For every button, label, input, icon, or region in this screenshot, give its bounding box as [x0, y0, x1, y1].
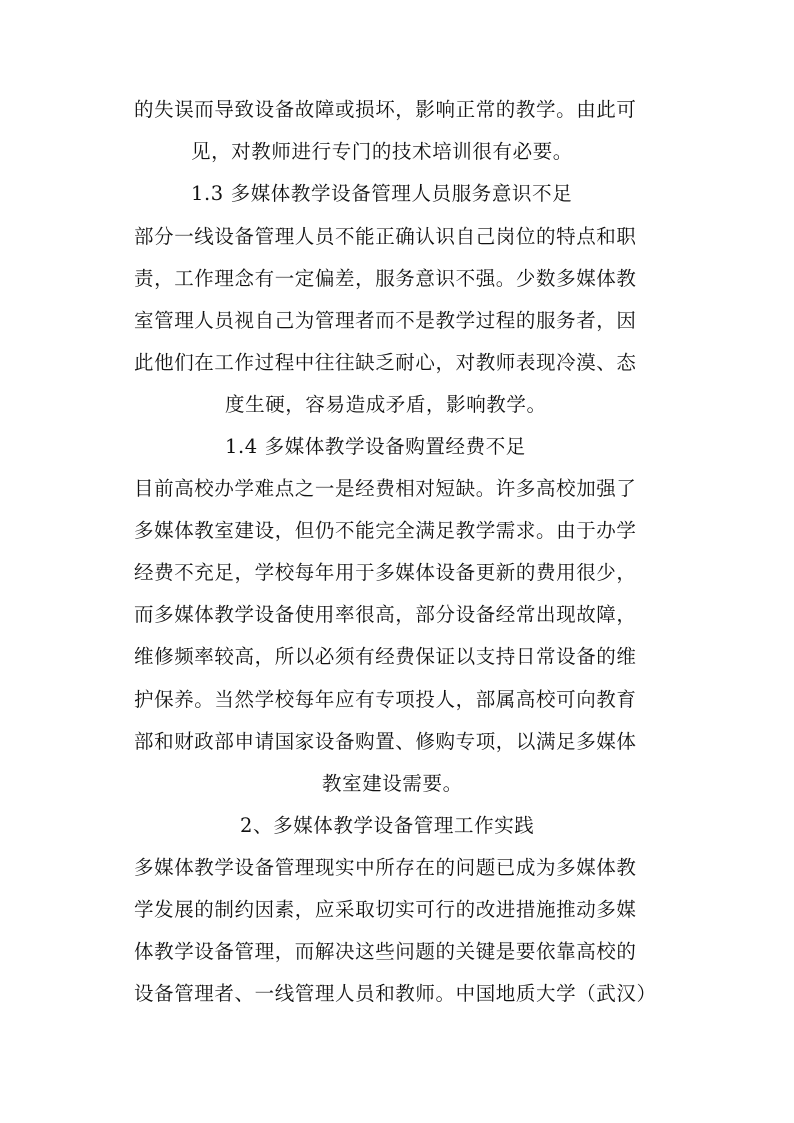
body-text-line: 维修频率较高，所以必须有经费保证以支持日常设备的维: [134, 645, 637, 668]
body-text-line: 部分一线设备管理人员不能正确认识自己岗位的特点和职: [134, 225, 637, 248]
body-text-line: 多媒体教学设备管理现实中所存在的问题已成为多媒体教: [134, 856, 637, 879]
body-text-line: 而多媒体教学设备使用率很高，部分设备经常出现故障，: [134, 603, 637, 626]
body-text-line: 部和财政部申请国家设备购置、修购专项，以满足多媒体: [134, 730, 637, 753]
body-text-line: 经费不充足，学校每年用于多媒体设备更新的费用很少，: [134, 561, 637, 584]
body-text-line: 责，工作理念有一定偏差，服务意识不强。少数多媒体教: [134, 267, 637, 290]
body-text-line: 护保养。当然学校每年应有专项投人，部属高校可向教育: [134, 688, 637, 711]
body-text-line: 体教学设备管理，而解决这些问题的关键是要依靠高校的: [134, 940, 637, 963]
body-text-line: 目前高校办学难点之一是经费相对短缺。许多高校加强了: [134, 477, 637, 500]
body-text-line: 室管理人员视自己为管理者而不是教学过程的服务者，因: [134, 309, 637, 332]
body-text-line: 度生硬，容易造成矛盾，影响教学。: [225, 393, 547, 416]
body-text-line: 教室建设需要。: [322, 772, 463, 795]
body-text-line: 此他们在工作过程中往往缺乏耐心，对教师表现冷漠、态: [134, 351, 637, 374]
section-heading: 2、多媒体教学设备管理工作实践: [240, 814, 535, 837]
body-text-line: 设备管理者、一线管理人员和教师。中国地质大学（武汉）: [134, 982, 657, 1005]
body-text-line: 的失误而导致设备故障或损坏，影响正常的教学。由此可: [134, 98, 637, 121]
body-text-line: 学发展的制约因素，应采取切实可行的改进措施推动多媒: [134, 898, 637, 921]
body-text-line: 见，对教师进行专门的技术培训很有必要。: [191, 140, 573, 163]
body-text-line: 多媒体教室建设，但仍不能完全满足教学需求。由于办学: [134, 519, 637, 542]
section-heading: 1.3 多媒体教学设备管理人员服务意识不足: [191, 182, 573, 205]
section-heading: 1.4 多媒体教学设备购置经费不足: [225, 435, 526, 458]
